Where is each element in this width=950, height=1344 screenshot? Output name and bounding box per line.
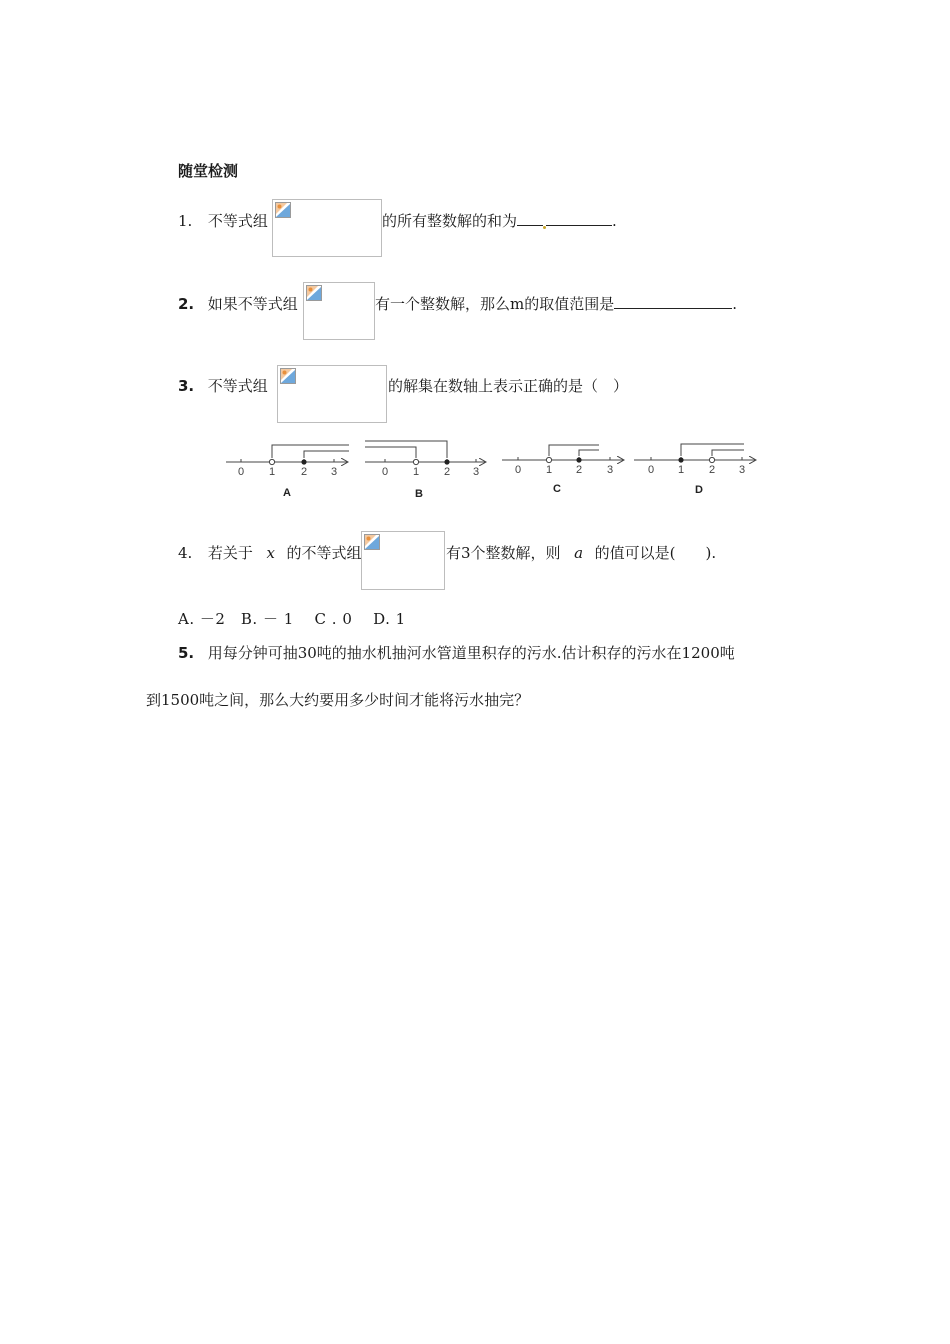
inequality-system-image xyxy=(277,365,387,423)
option-a-number-line[interactable] xyxy=(226,445,349,499)
option-c-number-line[interactable] xyxy=(502,445,624,495)
question-number: 4. xyxy=(178,544,193,562)
question-number: 2. xyxy=(178,295,195,313)
variable-a: a xyxy=(574,544,584,562)
closed-circle xyxy=(301,459,306,464)
open-circle xyxy=(546,457,551,462)
option-label: D xyxy=(695,484,703,496)
tick-label: 3 xyxy=(606,464,614,476)
tick-label: 3 xyxy=(330,466,338,478)
answer-blank[interactable] xyxy=(517,211,543,226)
option-label: C xyxy=(553,483,561,495)
question-1 xyxy=(178,211,268,231)
mark-dot xyxy=(543,226,546,229)
question-4-options: A. －2 B. － 1 C . 0 D. 1 xyxy=(178,610,406,628)
question-text: 的解集在数轴上表示正确的是（ ） xyxy=(388,377,629,395)
question-text: 的不等式组 xyxy=(286,544,362,562)
option-label: B xyxy=(415,488,423,500)
tick-label: 2 xyxy=(708,464,716,476)
tick-label: 0 xyxy=(237,466,245,478)
tick-label: 3 xyxy=(472,466,480,478)
question-1-continued xyxy=(382,211,617,231)
broken-image-icon xyxy=(280,368,296,384)
tick-label: 2 xyxy=(575,464,583,476)
tick-label: 0 xyxy=(514,464,522,476)
tick-label: 1 xyxy=(677,464,685,476)
broken-image-icon xyxy=(275,202,291,218)
question-number: 5. xyxy=(178,644,195,662)
tick-label: 2 xyxy=(443,466,451,478)
tick-label: 3 xyxy=(738,464,746,476)
question-number: 1. xyxy=(178,212,193,230)
tick-label: 0 xyxy=(381,466,389,478)
period: . xyxy=(732,295,738,313)
question-text: 有一个整数解，那么m的取值范围是 xyxy=(375,295,615,313)
inequality-system-image xyxy=(361,531,445,590)
tick-label: 2 xyxy=(300,466,308,478)
option-b-number-line[interactable] xyxy=(365,441,486,500)
open-circle xyxy=(709,457,714,462)
number-line-options xyxy=(220,435,765,505)
inequality-system-image xyxy=(272,199,382,257)
answer-blank[interactable] xyxy=(546,211,612,226)
question-3 xyxy=(178,376,268,396)
question-text: 有3个整数解，则 xyxy=(446,544,561,562)
closed-circle xyxy=(678,457,683,462)
option-label: A xyxy=(283,487,291,499)
question-5 xyxy=(178,643,735,663)
question-text: 不等式组 xyxy=(207,377,268,395)
tick-label: 1 xyxy=(412,466,420,478)
inequality-system-image xyxy=(303,282,375,340)
question-text: 的值可以是( ). xyxy=(594,544,717,562)
question-text: 如果不等式组 xyxy=(207,295,298,313)
question-4 xyxy=(178,543,362,563)
closed-circle xyxy=(444,459,449,464)
tick-label: 1 xyxy=(268,466,276,478)
question-number: 3. xyxy=(178,377,195,395)
question-4-continued xyxy=(446,543,716,563)
question-text: 用每分钟可抽30吨的抽水机抽河水管道里积存的污水.估计积存的污水在1200吨 xyxy=(207,644,735,662)
broken-image-icon xyxy=(306,285,322,301)
closed-circle xyxy=(576,457,581,462)
question-5-line-2: 到1500吨之间，那么大约要用多少时间才能将污水抽完？ xyxy=(146,691,530,709)
answer-blank[interactable] xyxy=(614,294,732,309)
option-d-number-line[interactable] xyxy=(634,444,756,496)
open-circle xyxy=(413,459,418,464)
question-text: 若关于 xyxy=(207,544,253,562)
tick-label: 0 xyxy=(647,464,655,476)
period: . xyxy=(612,212,617,230)
tick-label: 1 xyxy=(545,464,553,476)
variable-x: x xyxy=(266,544,275,562)
section-title: 随堂检测 xyxy=(178,162,239,180)
question-2-continued xyxy=(375,294,737,314)
question-2 xyxy=(178,294,298,314)
question-text: 的所有整数解的和为 xyxy=(382,212,518,230)
broken-image-icon xyxy=(364,534,380,550)
question-text: 不等式组 xyxy=(207,212,268,230)
question-3-continued xyxy=(388,376,628,396)
open-circle xyxy=(269,459,274,464)
